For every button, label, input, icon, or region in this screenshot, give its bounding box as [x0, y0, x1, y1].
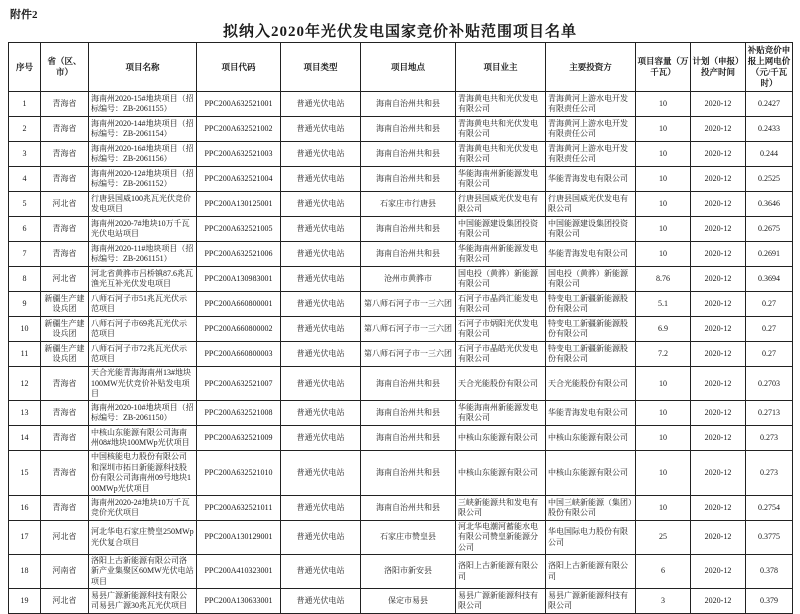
cell-project-owner: 石河子市晶尚汇能发电有限公司 — [456, 292, 546, 317]
cell-project-code: PPC200A632521002 — [197, 117, 281, 142]
cell-project-owner: 易县广源新能源科技有限公司 — [456, 589, 546, 614]
cell-bid-price: 0.273 — [746, 451, 793, 496]
cell-project-name: 八师石河子市69兆瓦光伏示范项目 — [89, 317, 197, 342]
cell-project-type: 普通光伏电站 — [281, 117, 361, 142]
cell-main-investor: 特变电工新疆新能源股份有限公司 — [546, 342, 636, 367]
cell-index: 1 — [9, 92, 41, 117]
cell-province: 新疆生产建设兵团 — [41, 342, 89, 367]
cell-index: 10 — [9, 317, 41, 342]
cell-project-name: 行唐县国威100兆瓦光伏竞价发电项目 — [89, 192, 197, 217]
cell-project-name: 海南州2020-15#地块项目（招标编号：ZB-2061155） — [89, 92, 197, 117]
cell-capacity: 10 — [636, 192, 691, 217]
cell-project-location: 海南自治州共和县 — [361, 451, 456, 496]
cell-bid-price: 0.2433 — [746, 117, 793, 142]
cell-planned-date: 2020-12 — [691, 167, 746, 192]
cell-project-owner: 华能海南州新能源发电有限公司 — [456, 167, 546, 192]
cell-planned-date: 2020-12 — [691, 292, 746, 317]
cell-planned-date: 2020-12 — [691, 342, 746, 367]
cell-project-name: 海南州2020-16#地块项目（招标编号：ZB-2061156） — [89, 142, 197, 167]
projects-table — [8, 42, 793, 614]
cell-project-code: PPC200A632521004 — [197, 167, 281, 192]
cell-bid-price: 0.244 — [746, 142, 793, 167]
table-row — [9, 192, 793, 217]
cell-project-name: 海南州2020-10#地块项目（招标编号：ZB-2061150） — [89, 401, 197, 426]
cell-index: 14 — [9, 426, 41, 451]
cell-project-location: 海南自治州共和县 — [361, 92, 456, 117]
cell-project-code: PPC200A130983001 — [197, 267, 281, 292]
cell-bid-price: 0.27 — [746, 342, 793, 367]
cell-planned-date: 2020-12 — [691, 217, 746, 242]
cell-project-code: PPC200A632521005 — [197, 217, 281, 242]
cell-bid-price: 0.379 — [746, 589, 793, 614]
cell-main-investor: 中核山东能源有限公司 — [546, 451, 636, 496]
table-row — [9, 342, 793, 367]
cell-main-investor: 特变电工新疆新能源股份有限公司 — [546, 292, 636, 317]
cell-project-name: 中核山东能源有限公司海南州08#地块100MWp光伏项目 — [89, 426, 197, 451]
table-row — [9, 267, 793, 292]
cell-bid-price: 0.3775 — [746, 520, 793, 554]
cell-planned-date: 2020-12 — [691, 555, 746, 589]
cell-project-location: 石家庄市赞皇县 — [361, 520, 456, 554]
cell-project-owner: 青海黄电共和光伏发电有限公司 — [456, 92, 546, 117]
cell-main-investor: 华能青海发电有限公司 — [546, 401, 636, 426]
cell-project-code: PPC200A660800001 — [197, 292, 281, 317]
cell-province: 青海省 — [41, 451, 89, 496]
cell-project-code: PPC200A130633001 — [197, 589, 281, 614]
cell-index: 9 — [9, 292, 41, 317]
cell-province: 河北省 — [41, 589, 89, 614]
cell-project-type: 普通光伏电站 — [281, 520, 361, 554]
cell-project-code: PPC200A632521006 — [197, 242, 281, 267]
cell-planned-date: 2020-12 — [691, 589, 746, 614]
cell-capacity: 10 — [636, 117, 691, 142]
cell-index: 13 — [9, 401, 41, 426]
cell-index: 3 — [9, 142, 41, 167]
cell-project-code: PPC200A632521003 — [197, 142, 281, 167]
cell-project-name: 河北华电石家庄赞皇250MWp光伏复合项目 — [89, 520, 197, 554]
cell-project-owner: 国电投（黄骅）新能源有限公司 — [456, 267, 546, 292]
cell-project-name: 中国核能电力股份有限公司和深圳市拓日新能源科技股份有限公司海南州09号地块100MWp光伏项目 — [89, 451, 197, 496]
cell-province: 青海省 — [41, 401, 89, 426]
table-row — [9, 242, 793, 267]
cell-main-investor: 易县广源新能源科技有限公司 — [546, 589, 636, 614]
cell-province: 河北省 — [41, 267, 89, 292]
cell-main-investor: 特变电工新疆新能源股份有限公司 — [546, 317, 636, 342]
cell-index: 4 — [9, 167, 41, 192]
cell-project-name: 海南州2020-12#地块项目（招标编号：ZB-2061152） — [89, 167, 197, 192]
cell-province: 青海省 — [41, 92, 89, 117]
cell-project-location: 保定市易县 — [361, 589, 456, 614]
cell-main-investor: 青海黄河上游水电开发有限责任公司 — [546, 92, 636, 117]
cell-main-investor: 华能青海发电有限公司 — [546, 242, 636, 267]
cell-province: 河北省 — [41, 520, 89, 554]
cell-province: 河南省 — [41, 555, 89, 589]
cell-planned-date: 2020-12 — [691, 267, 746, 292]
cell-bid-price: 0.3646 — [746, 192, 793, 217]
cell-project-name: 海南州2020-2#地块10万千瓦竞价光伏项目 — [89, 495, 197, 520]
table-row — [9, 317, 793, 342]
cell-main-investor: 青海黄河上游水电开发有限责任公司 — [546, 142, 636, 167]
cell-index: 12 — [9, 367, 41, 401]
cell-project-name: 海南州2020-11#地块项目（招标编号：ZB-2061151） — [89, 242, 197, 267]
cell-project-code: PPC200A130129001 — [197, 520, 281, 554]
cell-index: 7 — [9, 242, 41, 267]
header-row — [9, 43, 793, 92]
cell-planned-date: 2020-12 — [691, 367, 746, 401]
cell-project-location: 沧州市黄骅市 — [361, 267, 456, 292]
cell-project-code: PPC200A660800002 — [197, 317, 281, 342]
cell-project-location: 海南自治州共和县 — [361, 217, 456, 242]
cell-bid-price: 0.2525 — [746, 167, 793, 192]
cell-bid-price: 0.27 — [746, 317, 793, 342]
cell-province: 青海省 — [41, 217, 89, 242]
cell-project-code: PPC200A130125001 — [197, 192, 281, 217]
table-row — [9, 520, 793, 554]
cell-planned-date: 2020-12 — [691, 117, 746, 142]
cell-project-owner: 石河子市炳阳光伏发电有限公司 — [456, 317, 546, 342]
cell-project-owner: 华能海南州新能源发电有限公司 — [456, 242, 546, 267]
cell-project-type: 普通光伏电站 — [281, 92, 361, 117]
cell-project-type: 普通光伏电站 — [281, 167, 361, 192]
cell-project-type: 普通光伏电站 — [281, 495, 361, 520]
cell-main-investor: 洛阳上古新能源有限公司 — [546, 555, 636, 589]
cell-capacity: 8.76 — [636, 267, 691, 292]
table-body — [9, 92, 793, 614]
table-row — [9, 217, 793, 242]
cell-bid-price: 0.2691 — [746, 242, 793, 267]
cell-bid-price: 0.2713 — [746, 401, 793, 426]
cell-project-location: 第八师石河子市一三六团 — [361, 317, 456, 342]
cell-project-location: 海南自治州共和县 — [361, 401, 456, 426]
cell-index: 5 — [9, 192, 41, 217]
cell-project-location: 海南自治州共和县 — [361, 167, 456, 192]
cell-project-name: 八师石河子市72兆瓦光伏示范项目 — [89, 342, 197, 367]
cell-index: 8 — [9, 267, 41, 292]
cell-index: 6 — [9, 217, 41, 242]
cell-province: 青海省 — [41, 367, 89, 401]
header-project-code: 项目代码 — [197, 43, 281, 92]
cell-province: 新疆生产建设兵团 — [41, 292, 89, 317]
cell-project-location: 海南自治州共和县 — [361, 367, 456, 401]
cell-planned-date: 2020-12 — [691, 520, 746, 554]
header-project-name: 项目名称 — [89, 43, 197, 92]
cell-project-name: 海南州2020-14#地块项目（招标编号：ZB-2061154） — [89, 117, 197, 142]
cell-project-type: 普通光伏电站 — [281, 192, 361, 217]
cell-index: 18 — [9, 555, 41, 589]
attachment-label: 附件2 — [10, 9, 38, 21]
cell-capacity: 10 — [636, 426, 691, 451]
cell-project-type: 普通光伏电站 — [281, 342, 361, 367]
header-bid-price: 补贴竞价申报上网电价（元/千瓦时） — [746, 43, 793, 92]
cell-planned-date: 2020-12 — [691, 401, 746, 426]
cell-main-investor: 青海黄河上游水电开发有限责任公司 — [546, 117, 636, 142]
cell-planned-date: 2020-12 — [691, 495, 746, 520]
cell-capacity: 10 — [636, 142, 691, 167]
cell-planned-date: 2020-12 — [691, 142, 746, 167]
cell-project-code: PPC200A632521008 — [197, 401, 281, 426]
header-province: 省（区、市） — [41, 43, 89, 92]
cell-main-investor: 华能青海发电有限公司 — [546, 167, 636, 192]
cell-index: 19 — [9, 589, 41, 614]
header-planned-date: 计划（申报）投产时间 — [691, 43, 746, 92]
cell-bid-price: 0.2703 — [746, 367, 793, 401]
cell-capacity: 25 — [636, 520, 691, 554]
table-row — [9, 589, 793, 614]
cell-capacity: 10 — [636, 451, 691, 496]
cell-project-type: 普通光伏电站 — [281, 292, 361, 317]
cell-project-type: 普通光伏电站 — [281, 426, 361, 451]
cell-main-investor: 中国三峡新能源（集团）股份有限公司 — [546, 495, 636, 520]
cell-project-code: PPC200A410323001 — [197, 555, 281, 589]
cell-planned-date: 2020-12 — [691, 426, 746, 451]
cell-planned-date: 2020-12 — [691, 92, 746, 117]
cell-project-name: 洛阳上古新能源有限公司洛新产业集聚区60MW光伏电站项目 — [89, 555, 197, 589]
cell-project-location: 石家庄市行唐县 — [361, 192, 456, 217]
table-row — [9, 426, 793, 451]
cell-main-investor: 华电国际电力股份有限公司 — [546, 520, 636, 554]
cell-project-code: PPC200A632521001 — [197, 92, 281, 117]
cell-main-investor: 中核山东能源有限公司 — [546, 426, 636, 451]
cell-project-location: 第八师石河子市一三六团 — [361, 342, 456, 367]
table-row — [9, 142, 793, 167]
table-row — [9, 167, 793, 192]
cell-project-name: 海南州2020-7#地块10万千瓦光伏电站项目 — [89, 217, 197, 242]
cell-index: 11 — [9, 342, 41, 367]
cell-capacity: 7.2 — [636, 342, 691, 367]
table-row — [9, 292, 793, 317]
cell-province: 河北省 — [41, 192, 89, 217]
cell-planned-date: 2020-12 — [691, 242, 746, 267]
cell-project-code: PPC200A632521011 — [197, 495, 281, 520]
cell-project-type: 普通光伏电站 — [281, 589, 361, 614]
cell-project-code: PPC200A660800003 — [197, 342, 281, 367]
cell-project-owner: 三峡新能源共和发电有限公司 — [456, 495, 546, 520]
header-project-type: 项目类型 — [281, 43, 361, 92]
cell-project-name: 天合光能青海海南州13#地块100MW光伏竞价补贴发电项目 — [89, 367, 197, 401]
cell-project-code: PPC200A632521009 — [197, 426, 281, 451]
cell-capacity: 6.9 — [636, 317, 691, 342]
cell-capacity: 10 — [636, 167, 691, 192]
cell-project-type: 普通光伏电站 — [281, 242, 361, 267]
table-row — [9, 117, 793, 142]
cell-project-type: 普通光伏电站 — [281, 555, 361, 589]
cell-province: 青海省 — [41, 117, 89, 142]
cell-project-type: 普通光伏电站 — [281, 142, 361, 167]
cell-bid-price: 0.2675 — [746, 217, 793, 242]
cell-capacity: 10 — [636, 92, 691, 117]
header-capacity: 项目容量（万千瓦） — [636, 43, 691, 92]
cell-bid-price: 0.378 — [746, 555, 793, 589]
cell-project-type: 普通光伏电站 — [281, 317, 361, 342]
cell-project-location: 海南自治州共和县 — [361, 242, 456, 267]
cell-project-name: 河北省黄骅市吕桥镇87.6兆瓦渔光互补光伏发电项目 — [89, 267, 197, 292]
cell-bid-price: 0.2754 — [746, 495, 793, 520]
cell-project-owner: 中核山东能源有限公司 — [456, 426, 546, 451]
cell-project-location: 海南自治州共和县 — [361, 426, 456, 451]
cell-project-owner: 中国能源建设集团投资有限公司 — [456, 217, 546, 242]
cell-capacity: 10 — [636, 401, 691, 426]
cell-main-investor: 天合光能股份有限公司 — [546, 367, 636, 401]
cell-project-owner: 天合光能股份有限公司 — [456, 367, 546, 401]
cell-project-owner: 河北华电潮河蓄能水电有限公司赞皇新能源分公司 — [456, 520, 546, 554]
cell-project-type: 普通光伏电站 — [281, 451, 361, 496]
cell-capacity: 10 — [636, 367, 691, 401]
cell-project-owner: 石河子市晶皓光伏发电有限公司 — [456, 342, 546, 367]
cell-capacity: 10 — [636, 242, 691, 267]
header-index: 序号 — [9, 43, 41, 92]
cell-project-owner: 洛阳上古新能源有限公司 — [456, 555, 546, 589]
cell-project-code: PPC200A632521010 — [197, 451, 281, 496]
cell-planned-date: 2020-12 — [691, 192, 746, 217]
cell-project-owner: 青海黄电共和光伏发电有限公司 — [456, 142, 546, 167]
cell-project-location: 第八师石河子市一三六团 — [361, 292, 456, 317]
header-project-owner: 项目业主 — [456, 43, 546, 92]
cell-project-location: 海南自治州共和县 — [361, 495, 456, 520]
cell-index: 16 — [9, 495, 41, 520]
cell-index: 17 — [9, 520, 41, 554]
cell-project-owner: 中核山东能源有限公司 — [456, 451, 546, 496]
cell-province: 青海省 — [41, 426, 89, 451]
table-row — [9, 451, 793, 496]
cell-province: 新疆生产建设兵团 — [41, 317, 89, 342]
cell-project-name: 易县广源新能源科技有限公司易县广源30兆瓦光伏项目 — [89, 589, 197, 614]
cell-bid-price: 0.3694 — [746, 267, 793, 292]
cell-capacity: 10 — [636, 495, 691, 520]
table-row — [9, 367, 793, 401]
cell-province: 青海省 — [41, 167, 89, 192]
page-title: 拟纳入2020年光伏发电国家竞价补贴范围项目名单 — [222, 24, 577, 40]
cell-province: 青海省 — [41, 242, 89, 267]
cell-index: 15 — [9, 451, 41, 496]
cell-capacity: 5.1 — [636, 292, 691, 317]
cell-project-owner: 青海黄电共和光伏发电有限公司 — [456, 117, 546, 142]
cell-province: 青海省 — [41, 495, 89, 520]
cell-province: 青海省 — [41, 142, 89, 167]
cell-project-type: 普通光伏电站 — [281, 267, 361, 292]
cell-capacity: 10 — [636, 217, 691, 242]
cell-project-type: 普通光伏电站 — [281, 217, 361, 242]
cell-project-type: 普通光伏电站 — [281, 367, 361, 401]
cell-main-investor: 行唐县国威光伏发电有限公司 — [546, 192, 636, 217]
header-project-location: 项目地点 — [361, 43, 456, 92]
cell-main-investor: 国电投（黄骅）新能源有限公司 — [546, 267, 636, 292]
cell-capacity: 6 — [636, 555, 691, 589]
cell-project-owner: 行唐县国威光伏发电有限公司 — [456, 192, 546, 217]
cell-project-type: 普通光伏电站 — [281, 401, 361, 426]
cell-project-owner: 华能海南州新能源发电有限公司 — [456, 401, 546, 426]
table-row — [9, 92, 793, 117]
cell-planned-date: 2020-12 — [691, 451, 746, 496]
cell-project-location: 海南自治州共和县 — [361, 117, 456, 142]
cell-capacity: 3 — [636, 589, 691, 614]
cell-planned-date: 2020-12 — [691, 317, 746, 342]
cell-project-name: 八师石河子市51兆瓦光伏示范项目 — [89, 292, 197, 317]
cell-project-location: 洛阳市新安县 — [361, 555, 456, 589]
table-row — [9, 401, 793, 426]
cell-main-investor: 中国能源建设集团投资有限公司 — [546, 217, 636, 242]
cell-project-location: 海南自治州共和县 — [361, 142, 456, 167]
cell-project-code: PPC200A632521007 — [197, 367, 281, 401]
cell-bid-price: 0.2427 — [746, 92, 793, 117]
cell-bid-price: 0.273 — [746, 426, 793, 451]
table-row — [9, 495, 793, 520]
cell-index: 2 — [9, 117, 41, 142]
table-row — [9, 555, 793, 589]
cell-bid-price: 0.27 — [746, 292, 793, 317]
header-main-investor: 主要投资方 — [546, 43, 636, 92]
